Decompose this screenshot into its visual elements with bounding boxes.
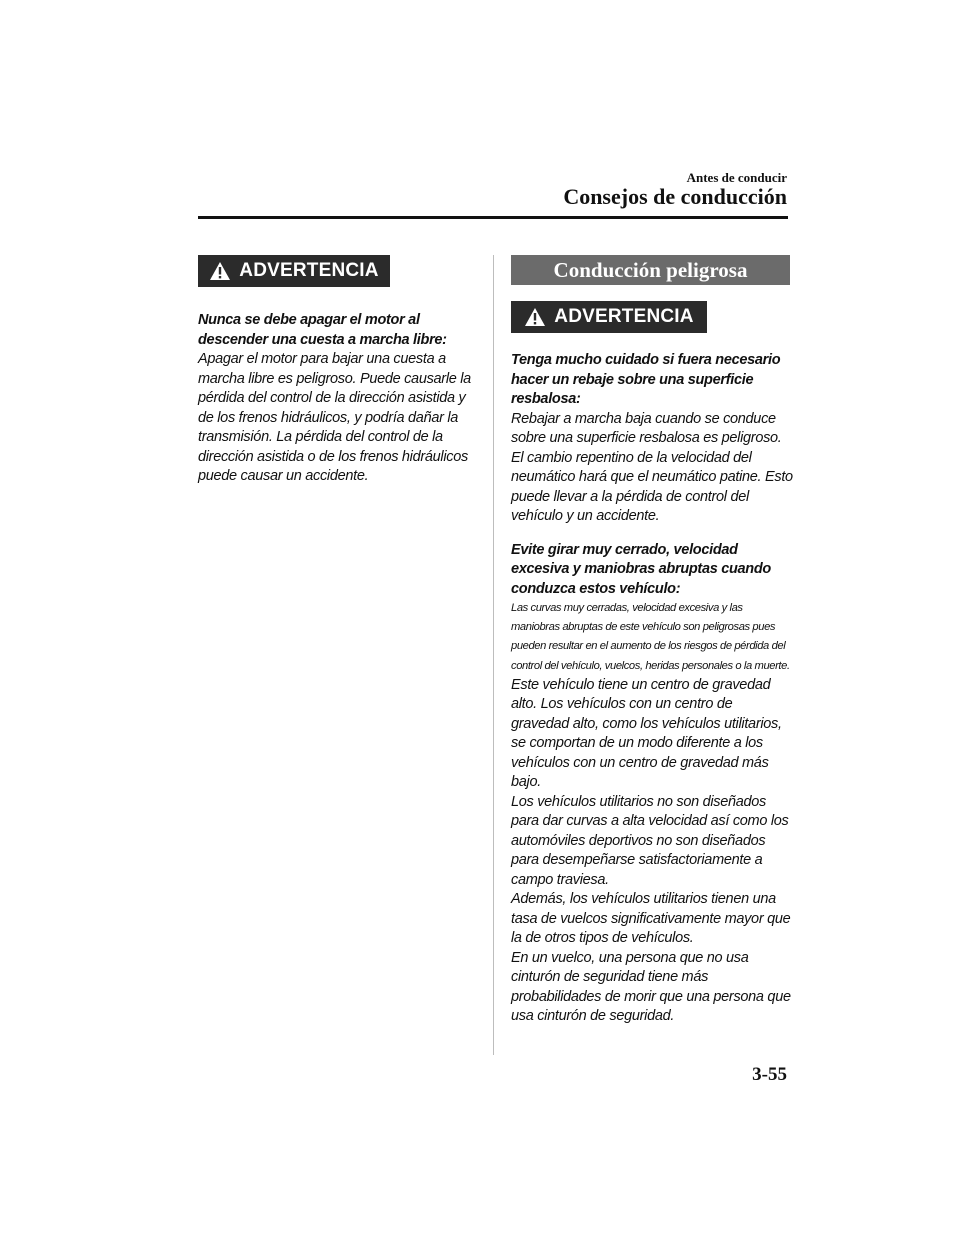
warning-heading: Tenga mucho cuidado si fuera necesario hacer un rebaje sobre una superficie resbalosa: <box>511 352 781 407</box>
warning-body: Además, los vehículos utilitarios tienen una tasa de vuelcos significativamente mayor que la de otros tipos de vehículos. <box>511 891 791 947</box>
warning-label: ADVERTENCIA <box>554 306 694 327</box>
warning-triangle-icon <box>524 307 546 327</box>
warning-triangle-icon <box>209 261 231 281</box>
warning-body: Apagar el motor para bajar una cuesta a marcha libre es peligroso. Puede causarle la pérdida del control de la dirección asistida y de los frenos hidráulicos, y podría dañar la transmisión. La pérdida del control de la dirección asistida o de los frenos hidráulicos puede causar un accidente. <box>198 351 471 484</box>
warning-heading: Evite girar muy cerrado, velocidad excesiva y maniobras abruptas cuando conduzca estos vehículo: <box>511 541 771 597</box>
warning-badge <box>511 301 707 333</box>
warning-body: En un vuelco, una persona que no usa cinturón de seguridad tiene más probabilidades de morir que una persona que usa cinturón de seguridad. <box>511 949 791 1025</box>
column-divider <box>493 255 494 1055</box>
chapter-title: Antes de conducir <box>686 170 787 185</box>
warning-body-small: Las curvas muy cerradas, velocidad excesiva y las maniobras abruptas de este vehículo son peligrosas pues pueden resultar en el aumento de los riesgos de pérdida del control del vehículo, vuelcos, heridas personales o la muerte. <box>511 602 790 672</box>
section-title: Consejos de conducción <box>563 184 787 209</box>
warning-body: Este vehículo tiene un centro de gravedad alto. Los vehículos con un centro de gravedad alto, como los vehículos utilitarios, se comportan de un modo diferente a los vehículos con un centro de gravedad más bajo. <box>511 676 782 791</box>
warning-body: Los vehículos utilitarios no son diseñados para dar curvas a alta velocidad así como los automóviles deportivos no son diseñados para desempeñarse satisfactoriamente a campo traviesa. <box>511 793 789 888</box>
page-number: 3-55 <box>752 1064 787 1085</box>
header-rule <box>198 216 788 219</box>
left-column <box>198 255 475 487</box>
warning-body: Rebajar a marcha baja cuando se conduce sobre una superficie resbalosa es peligroso. El cambio repentino de la velocidad del neumático hará que el neumático patine. Esto puede llevar a la pérdida de control del vehículo y un accidente. <box>511 410 793 524</box>
warning-heading: Nunca se debe apagar el motor al descender una cuesta a marcha libre: <box>198 312 447 348</box>
section-banner: Conducción peligrosa <box>511 255 790 285</box>
right-column <box>511 255 793 1027</box>
warning-label: ADVERTENCIA <box>239 260 379 281</box>
warning-badge <box>198 255 390 287</box>
